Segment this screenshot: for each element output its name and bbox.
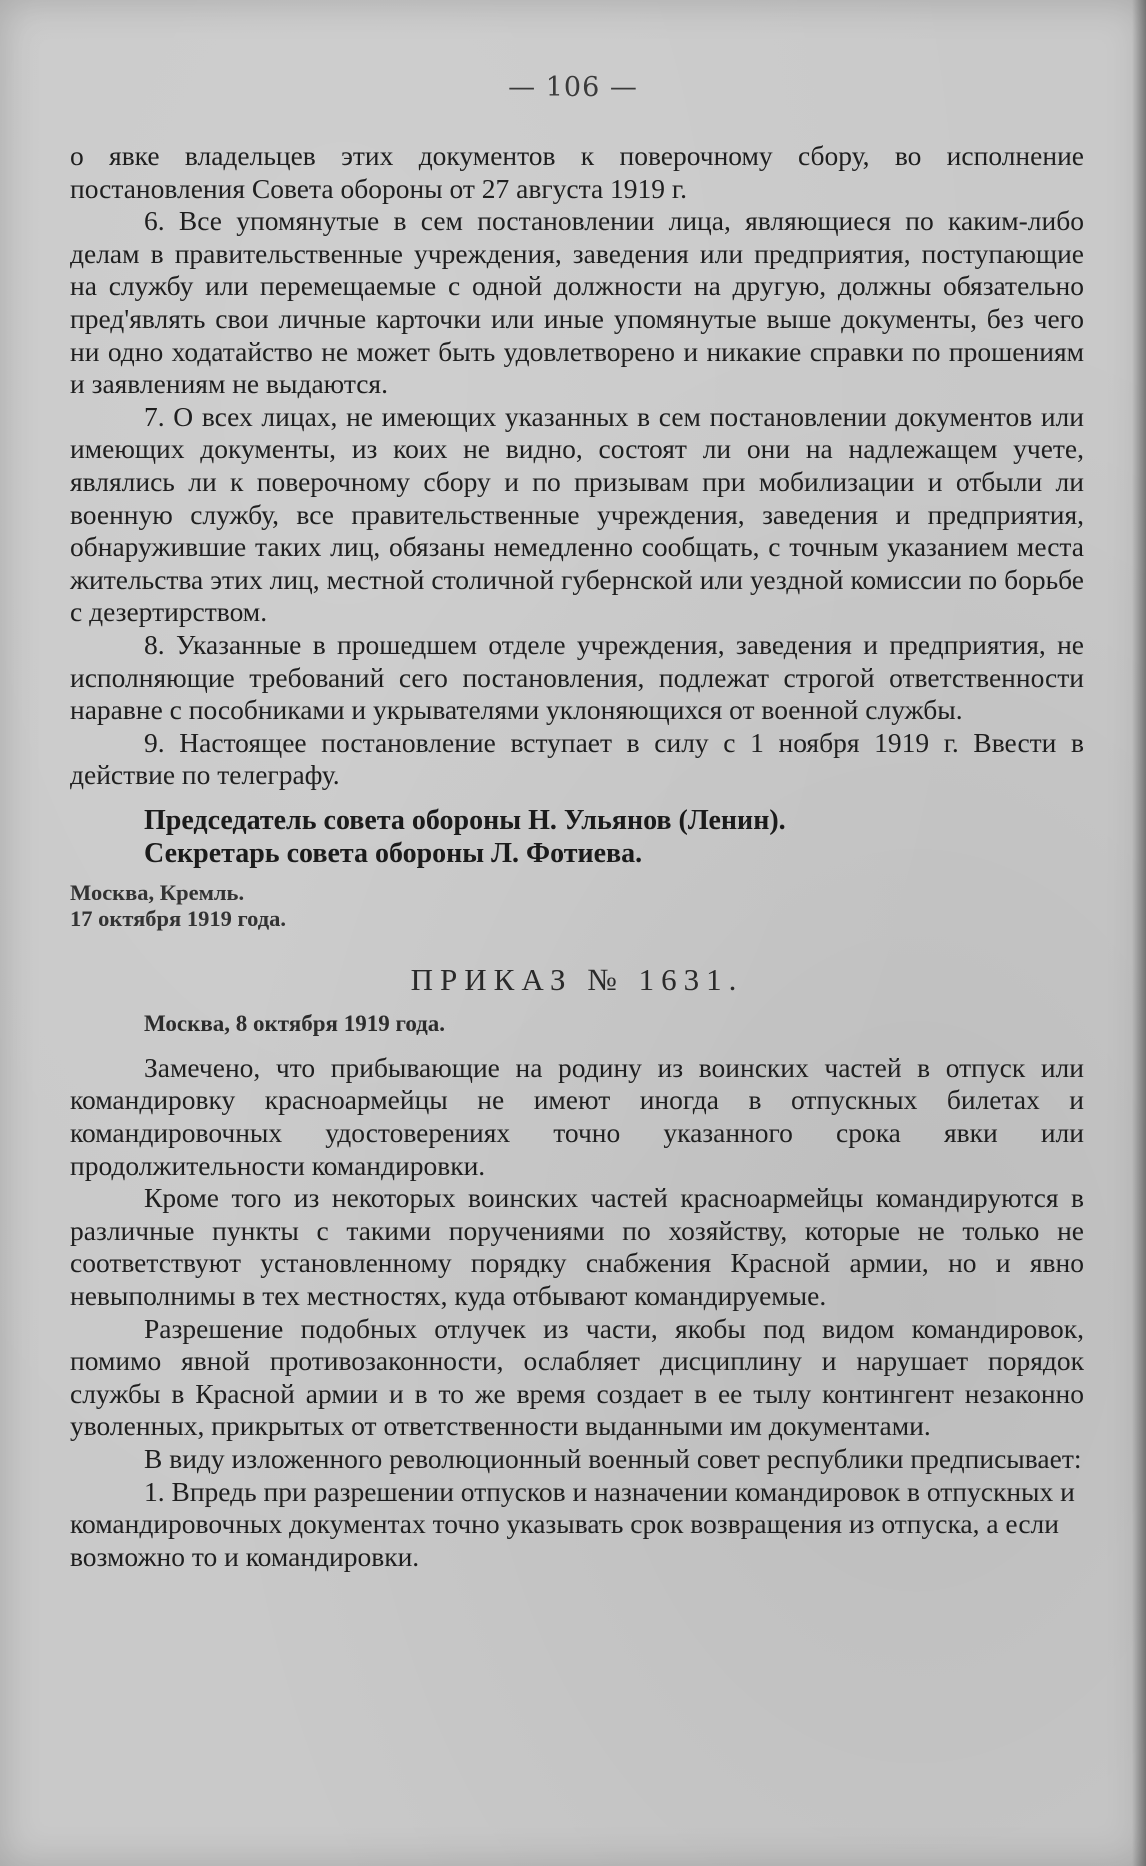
signature-chairman: Председатель совета обороны Н. Ульянов (Ленин). — [144, 804, 786, 836]
paragraph-item-6: 6. Все упомянутые в сем постановлении лица, являющиеся по каким-либо делам в правительственные учреждения, заведения или предприятия, поступающие на службу или перемещаемые с одной должности на другую, должны обязательно пред'являть свои личные карточки или иные упомянутые выше документы, без чего ни одно ходатайство не может быть удовлетворено и никакие справки по прошениям и заявлениям не выдаются. — [70, 205, 1084, 400]
document-body — [70, 140, 1084, 1573]
order-heading: ПРИКАЗ № 1631. — [410, 961, 744, 997]
order-date: Москва, 8 октября 1919 года. — [144, 1010, 446, 1036]
order-paragraph-1: Замечено, что прибывающие на родину из воинских частей в отпуск или командировку красноармейцы не имеют иногда в отпускных билетах и командировочных удостоверениях точно указанного срока явки или продолжительности командировки. — [70, 1051, 1084, 1181]
order-paragraph-3: Разрешение подобных отлучек из части, якобы под видом командировок, помимо явной противозаконности, ослабляет дисциплину и нарушает порядок службы в Красной армии и в то же время создает в ее тылу контингент незаконно уволенных, прикрытых от ответственности выданными им документами. — [70, 1312, 1084, 1442]
paragraph-item-7: 7. О всех лицах, не имеющих указанных в сем постановлении документов или имеющих документы, из коих не видно, состоят ли они на надлежащем учете, являлись ли к поверочному сбору и по призывам при мобилизации и отбыли ли военную службу, все правительственные учреждения, заведения и предприятия, обнаружившие таких лиц, обязаны немедленно сообщать, с точным указанием места жительства этих лиц, местной столичной губернской или уездной комиссии по борьбе с дезертирством. — [70, 400, 1084, 628]
signature-secretary: Секретарь совета обороны Л. Фотиева. — [144, 837, 643, 869]
paragraph-item-8: 8. Указанные в прошедшем отделе учреждения, заведения и предприятия, не исполняющие требований сего постановления, подлежат строгой ответственности наравне с пособниками и укрывателями уклоняющихся от военной службы. — [70, 628, 1084, 726]
signing-date: 17 октября 1919 года. — [70, 905, 286, 931]
paragraph-continuation: о явке владельцев этих документов к поверочному сбору, во исполнение постановления Совета обороны от 27 августа 1919 г. — [70, 140, 1084, 204]
page-number: — 106 — — [508, 72, 638, 103]
order-paragraph-2: Кроме того из некоторых воинских частей красноармейцы командируются в различные пункты с такими поручениями по хозяйству, которые не только не соответствуют установленному порядку снабжения Красной армии, но и явно невыполнимы в тех местностях, куда отбывают командируемые. — [70, 1182, 1084, 1312]
order-item-1: 1. Впредь при разрешении отпусков и назначении командировок в отпускных и командировочных документах точно указывать срок возвращения из отпуска, а если возможно то и командировки. — [70, 1475, 1075, 1572]
paragraph-item-9: 9. Настоящее постановление вступает в силу с 1 ноября 1919 г. Ввести в действие по телеграфу. — [70, 726, 1084, 791]
signing-place: Москва, Кремль. — [70, 879, 245, 905]
order-paragraph-4: В виду изложенного революционный военный совет республики предписывает: — [144, 1443, 1082, 1474]
